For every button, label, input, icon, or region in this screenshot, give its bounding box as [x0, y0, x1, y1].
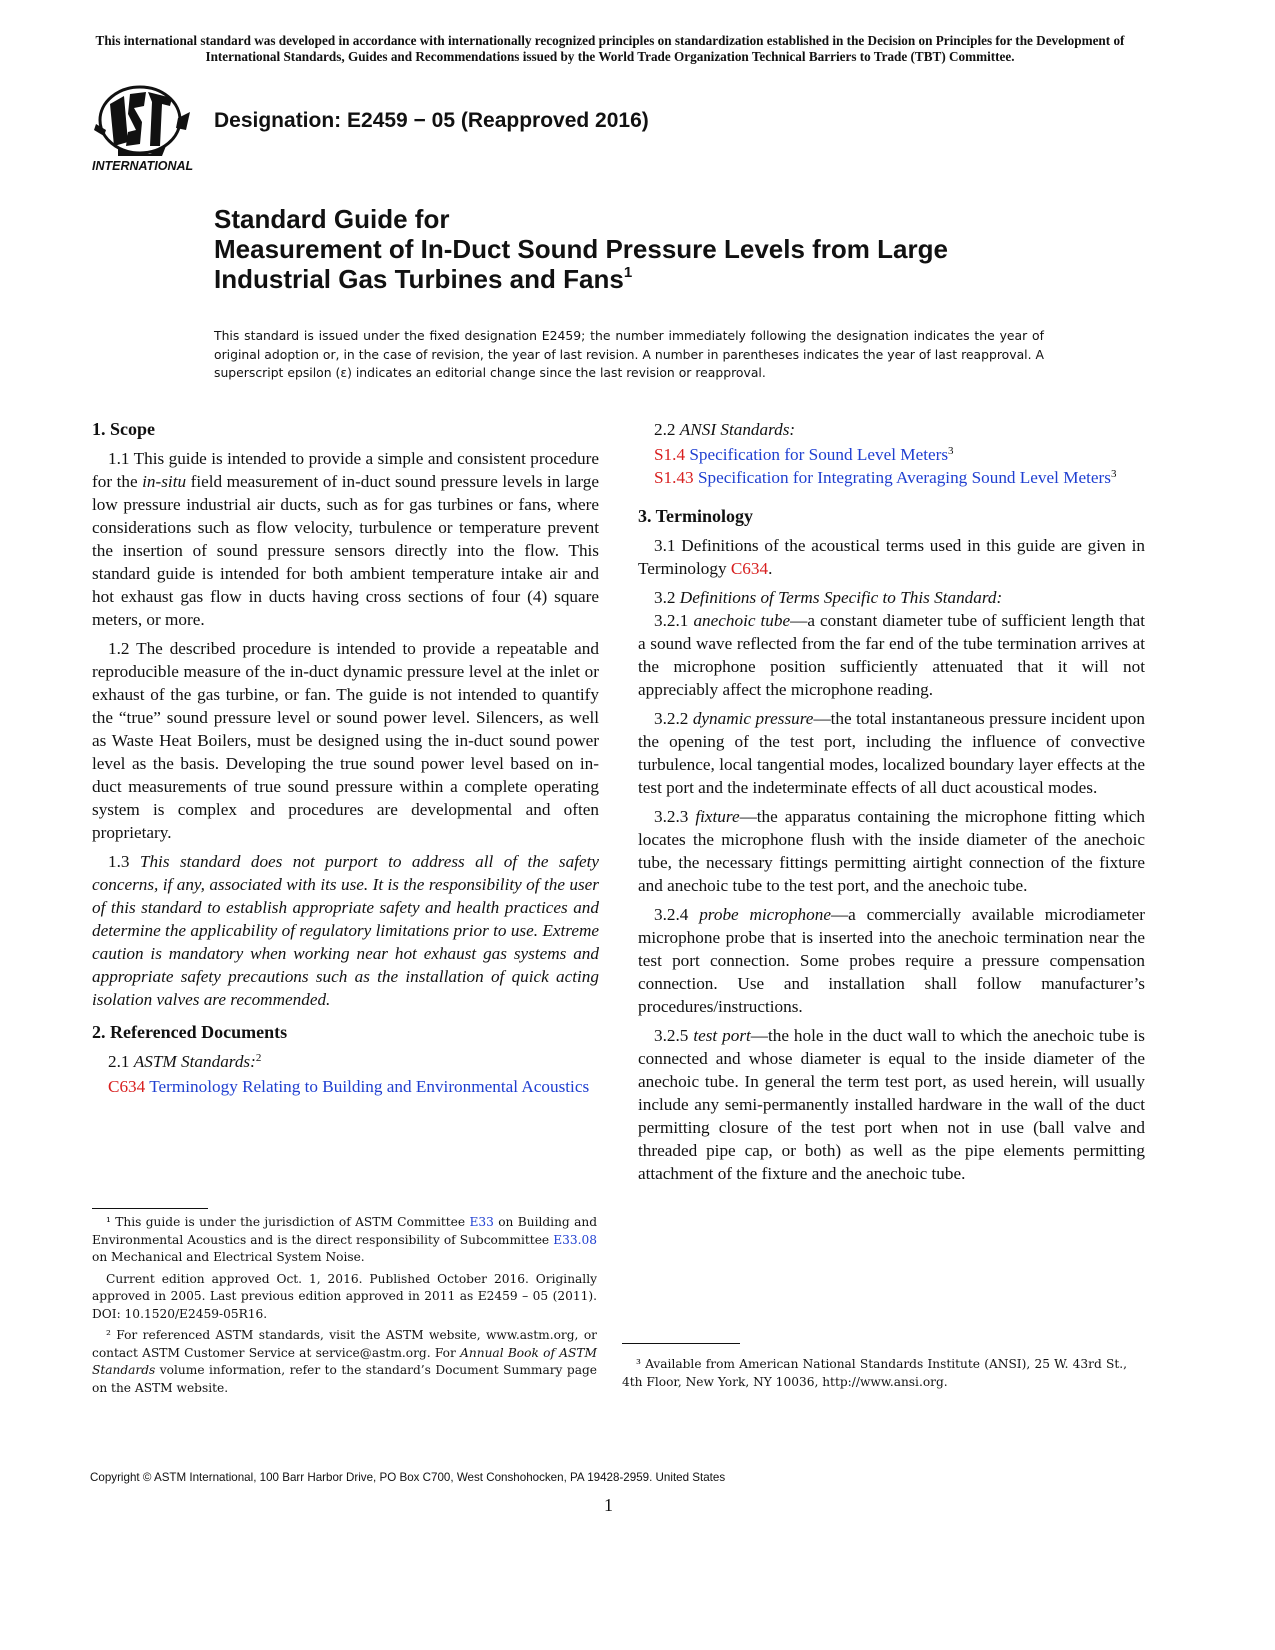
astm-standards — [92, 1050, 599, 1073]
def-4-term: probe microphone — [699, 905, 831, 924]
scope-1-1-b: field measurement of in-duct sound pressure levels in large low pressure industrial air ducts, such as for gas turbines or fans, where considerations such as flow velocity, turbulence or temperature prevent the insertion of sound pressure sensors directly into the flow. This standard guide is intended for both ambient temperature intake air and hot exhaust gas flow in ducts having cross sections of four (4) square meters, or more. — [92, 472, 599, 629]
def-anechoic-tube — [638, 609, 1145, 701]
astm-footnote-ref[interactable]: 2 — [255, 1052, 262, 1064]
e33-08-link[interactable]: E33.08 — [553, 1232, 597, 1247]
scope-1-1 — [92, 447, 599, 631]
title-line-3 — [214, 264, 1114, 294]
ansi-standards — [638, 418, 1145, 441]
def-3-term: fixture — [695, 807, 740, 826]
footnote-2 — [92, 1327, 597, 1397]
ref-s1-4 — [638, 443, 1145, 466]
term-3-2-num: 3.2 — [654, 588, 680, 607]
scope-heading: 1. Scope — [92, 419, 155, 439]
ref-c634 — [92, 1075, 599, 1098]
def-probe-microphone — [638, 903, 1145, 1018]
right-column — [638, 418, 1145, 1191]
scope-1-3-em: This standard does not purport to address all of the safety concerns, if any, associated with its use. It is the responsibility of the user of this standard to establish appropriate safety and health practices and determine the applicability of regulatory limitations prior to use. Extreme caution is mandatory when working near hot exhaust gas systems and appropriate safety precautions such as the installation of quick acting isolation valves are recommended. — [92, 852, 599, 1009]
def-2-num: 3.2.2 — [654, 709, 693, 728]
refdocs-heading: 2. Referenced Documents — [92, 1022, 288, 1042]
designation: Designation: E2459 − 05 (Reapproved 2016) — [214, 109, 649, 132]
astm-standards-label: ASTM Standards: — [133, 1052, 256, 1071]
def-5-term: test port — [693, 1026, 751, 1045]
s1-43-footnote-ref[interactable]: 3 — [1110, 468, 1117, 480]
term-3-2 — [638, 586, 1145, 609]
def-1-num: 3.2.1 — [654, 611, 694, 630]
s1-4-footnote-ref[interactable]: 3 — [948, 445, 954, 457]
left-column — [92, 418, 599, 1098]
s1-4-title-link[interactable]: Specification for Sound Level Meters — [689, 445, 949, 464]
footnote-1-edition: Current edition approved Oct. 1, 2016. Published October 2016. Originally approved in 2005. Last previous edition approved in 2011 as E2459 – 05 (2011). DOI: 10.1520/E2459-05R16. — [92, 1271, 597, 1321]
scope-1-3-num: 1.3 — [108, 852, 140, 871]
footnote-rule-left — [92, 1208, 208, 1209]
scope-1-1-a: 1.1 This guide is intended to provide a simple and consistent procedure for the — [92, 449, 599, 491]
e33-link[interactable]: E33 — [469, 1215, 494, 1229]
term-3-2-em: Definitions of Terms Specific to This Standard: — [679, 588, 1003, 607]
def-3-text: —the apparatus containing the microphone fitting which locates the microphone flush with the inside diameter of the anechoic tube, the necessary fittings permitting airtight connection of the fixture and anechoic tube to the test port, and the anechoic tube. — [638, 807, 1146, 895]
scope-1-1-em: in-situ — [142, 472, 187, 491]
footnote-1 — [92, 1214, 597, 1267]
term-3-1 — [638, 534, 1145, 580]
logo-text: INTERNATIONAL — [92, 159, 194, 173]
title-line-1: Standard Guide for — [214, 204, 450, 234]
def-5-num: 3.2.5 — [654, 1026, 694, 1045]
ansi-standards-num: 2.2 — [654, 420, 680, 439]
s1-4-link[interactable]: S1.4 — [654, 445, 686, 464]
footnote-3: ³ Available from American National Standards Institute (ANSI), 25 W. 43rd St., 4th Floor, New York, NY 10036, http://www.ansi.org. — [622, 1357, 1127, 1389]
tbt-notice: This international standard was developed in accordance with internationally recognized principles on standardization established in the Decision on Principles for the Development of International Standards, Guides and Recommendations issued by the World Trade Organization Technical Barriers to Trade (TBT) Committee. — [95, 33, 1125, 64]
def-5-text: —the hole in the duct wall to which the anechoic tube is connected and whose diameter is equal to the inside diameter of the anechoic tube. In general the term test port, as used herein, will usually include any semi-permanently installed hardware in the wall of the duct permitting closure of the test port when not in use (ball valve and threaded pipe cap, or both) as well as the pipe elements permitting attachment of the fixture and the anechoic tube. — [638, 1026, 1145, 1183]
def-2-text: —the total instantaneous pressure incident upon the opening of the test port, including the influence of convective turbulence, local tangential modes, localized boundary layer effects at the test port and the indeterminate effects of all duct acoustical modes. — [638, 709, 1145, 797]
term-3-1-a: 3.1 Definitions of the acoustical terms used in this guide are given in Terminology — [638, 536, 1145, 578]
title-line-2: Measurement of In-Duct Sound Pressure Levels from Large — [214, 234, 948, 264]
document-title — [214, 204, 1114, 294]
copyright: Copyright © ASTM International, 100 Barr Harbor Drive, PO Box C700, West Conshohocken, PA 19428-2959. United States — [90, 1471, 726, 1484]
def-1-text: —a constant diameter tube of sufficient length that a sound wave reflected from the far end of the tube termination arrives at the microphone position sufficiently attenuated that it will not appreciably affect the microphone reading. — [638, 611, 1145, 699]
title-line-3-text: Industrial Gas Turbines and Fans — [214, 264, 624, 294]
s1-43-link[interactable]: S1.43 — [654, 468, 694, 487]
page-number: 1 — [604, 1495, 613, 1515]
ansi-standards-label: ANSI Standards: — [679, 420, 796, 439]
astm-logo-icon — [88, 84, 198, 174]
s1-43-title-link[interactable]: Specification for Integrating Averaging Sound Level Meters — [697, 468, 1111, 487]
def-4-num: 3.2.4 — [654, 905, 700, 924]
def-3-num: 3.2.3 — [654, 807, 696, 826]
footnotes-right — [622, 1356, 1127, 1395]
def-2-term: dynamic pressure — [692, 709, 814, 728]
title-footnote-ref[interactable]: 1 — [623, 264, 633, 281]
astm-standards-num: 2.1 — [108, 1052, 134, 1071]
terminology-heading: 3. Terminology — [638, 506, 754, 526]
issued-note: This standard is issued under the fixed designation E2459; the number immediately following the designation indicates the year of original adoption or, in the case of revision, the year of last revision. A number in parentheses indicates the year of last reapproval. A superscript epsilon (ε) indicates an editorial change since the last revision or reapproval. — [214, 328, 1044, 380]
scope-1-2: 1.2 The described procedure is intended to provide a repeatable and reproducible measure of the in-duct dynamic pressure level at the inlet or exhaust of the gas turbine, or fan. The guide is not intended to quantify the “true” sound pressure level or sound power level. Silencers, as well as Waste Heat Boilers, must be designed using the in-duct sound power level as the basis. Developing the true sound power level based on in-duct measurements of true sound pressure within a complete operating system is complex and procedures are developmental and often proprietary. — [92, 639, 599, 842]
ref-s1-43 — [638, 466, 1145, 489]
scope-1-3 — [92, 850, 599, 1011]
fn1-a: ¹ This guide is under the jurisdiction of ASTM Committee — [106, 1215, 470, 1229]
term-3-1-b: . — [768, 559, 773, 578]
def-dynamic-pressure — [638, 707, 1145, 799]
c634-title-link[interactable]: Terminology Relating to Building and Environmental Acoustics — [149, 1077, 590, 1096]
term-c634-link[interactable]: C634 — [730, 559, 769, 578]
c634-link[interactable]: C634 — [108, 1077, 146, 1096]
footnotes-left — [92, 1214, 597, 1401]
fn2-b: volume information, refer to the standard’s Document Summary page on the ASTM website. — [92, 1363, 597, 1395]
fn1-c: on Mechanical and Electrical System Noise. — [92, 1250, 365, 1264]
footnote-rule-right — [622, 1343, 740, 1344]
def-1-term: anechoic tube — [693, 611, 791, 630]
def-fixture — [638, 805, 1145, 897]
def-4-text: —a commercially available microdiameter microphone probe that is inserted into the anechoic termination near the test port connection. Some probes require a pressure compensation connection. Use and installation shall follow manufacturer’s procedures/instructions. — [638, 905, 1145, 1016]
fn2-a: ² For referenced ASTM standards, visit the ASTM website, www.astm.org, or contact ASTM Customer Service at service@astm.org. For — [92, 1328, 597, 1360]
fn2-em: Annual Book of ASTM Standards — [92, 1345, 597, 1377]
def-test-port — [638, 1024, 1145, 1185]
fn1-b: on Building and Environmental Acoustics and is the direct responsibility of Subcommittee — [92, 1215, 597, 1247]
